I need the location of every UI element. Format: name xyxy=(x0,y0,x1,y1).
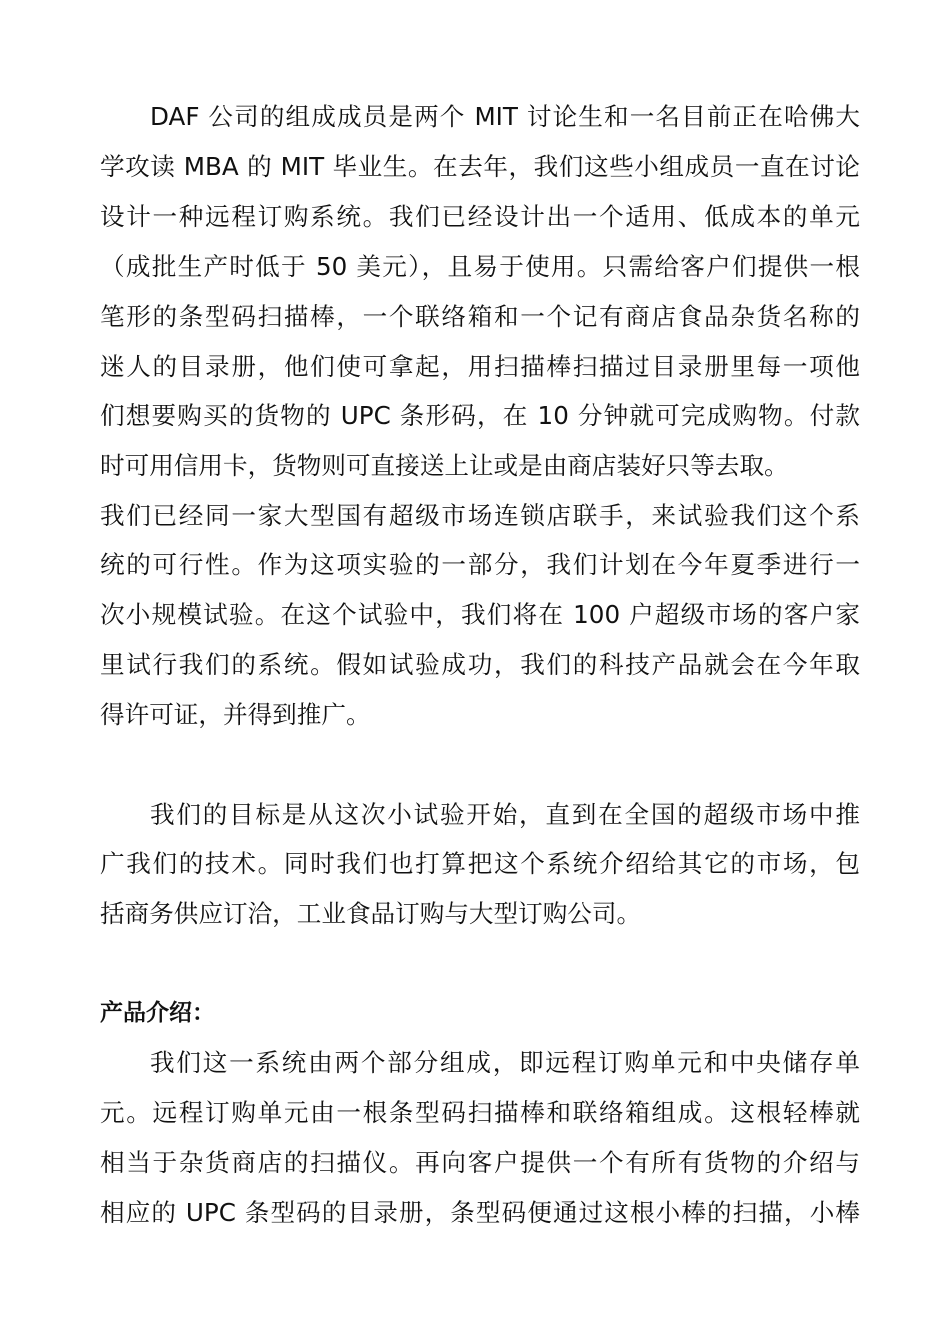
paragraph-line: 们想要购买的货物的 UPC 条形码，在 10 分钟就可完成购物。付款 xyxy=(100,401,860,430)
paragraph-line: 元。远程订购单元由一根条型码扫描棒和联络箱组成。这根轻棒就 xyxy=(100,1098,860,1127)
paragraph-line: 我们已经同一家大型国有超级市场连锁店联手，来试验我们这个系 xyxy=(100,501,860,530)
paragraph-line: 相应的 UPC 条型码的目录册，条型码便通过这根小棒的扫描，小棒 xyxy=(100,1198,860,1227)
paragraph-line: 相当于杂货商店的扫描仪。再向客户提供一个有所有货物的介绍与 xyxy=(100,1148,860,1177)
paragraph-line: 我们的目标是从这次小试验开始，直到在全国的超级市场中推 xyxy=(150,800,860,829)
paragraph-line: （成批生产时低于 50 美元），且易于使用。只需给客户们提供一根 xyxy=(100,252,860,281)
paragraph-line: 迷人的目录册，他们使可拿起，用扫描棒扫描过目录册里每一项他 xyxy=(100,352,860,381)
paragraph-line: 里试行我们的系统。假如试验成功，我们的科技产品就会在今年取 xyxy=(100,650,860,679)
paragraph-line: 广我们的技术。同时我们也打算把这个系统介绍给其它的市场，包 xyxy=(100,849,860,878)
paragraph-line: 学攻读 MBA 的 MIT 毕业生。在去年，我们这些小组成员一直在讨论 xyxy=(100,152,860,181)
paragraph-line: 次小规模试验。在这个试验中，我们将在 100 户超级市场的客户家 xyxy=(100,600,860,629)
paragraph-line: 括商务供应订洽，工业食品订购与大型订购公司。 xyxy=(100,899,642,928)
paragraph-line: 统的可行性。作为这项实验的一部分，我们计划在今年夏季进行一 xyxy=(100,550,860,579)
paragraph-line: 设计一种远程订购系统。我们已经设计出一个适用、低成本的单元 xyxy=(100,202,860,231)
paragraph-line: 我们这一系统由两个部分组成，即远程订购单元和中央储存单 xyxy=(150,1048,860,1077)
paragraph-line: DAF 公司的组成成员是两个 MIT 讨论生和一名目前正在哈佛大 xyxy=(150,102,860,131)
section-heading: 产品介绍： xyxy=(100,1000,215,1026)
paragraph-line: 得许可证，并得到推广。 xyxy=(100,700,371,729)
paragraph-line: 时可用信用卡，货物则可直接送上让或是由商店装好只等去取。 xyxy=(100,451,789,480)
paragraph-line: 笔形的条型码扫描棒，一个联络箱和一个记有商店食品杂货名称的 xyxy=(100,302,860,331)
